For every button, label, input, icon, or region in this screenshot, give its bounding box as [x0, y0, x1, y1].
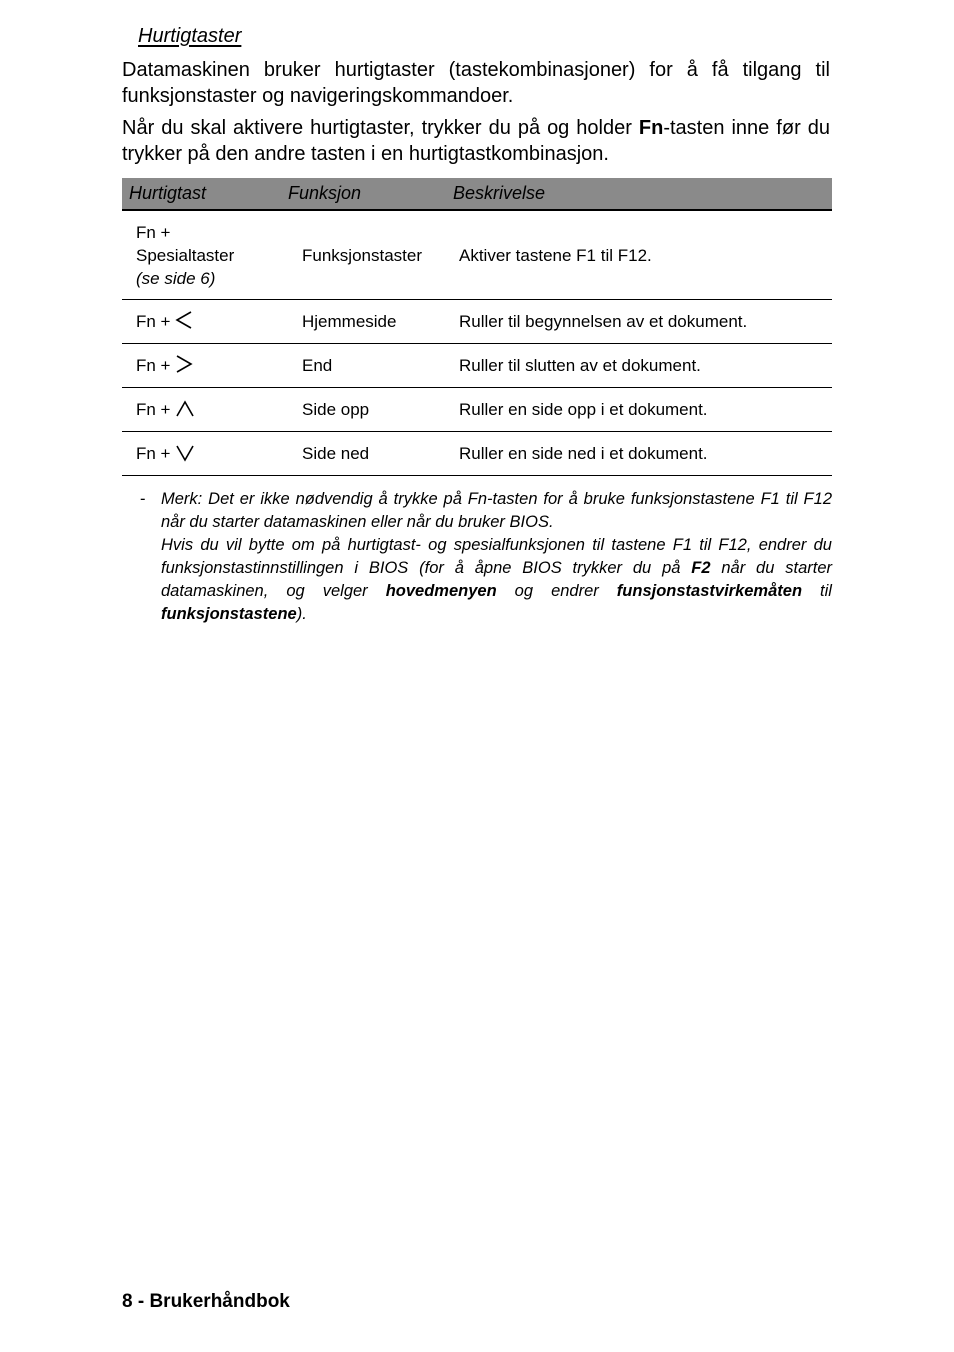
header-function: Funksjon — [288, 178, 445, 210]
hotkey-cell — [122, 388, 288, 432]
hotkey-fn: Fn + — [136, 312, 171, 331]
note-block — [140, 488, 832, 626]
chevron-up-icon — [175, 400, 195, 418]
section-heading: Hurtigtaster — [138, 25, 242, 47]
function-cell: Side ned — [288, 432, 445, 476]
table-header-row — [122, 178, 832, 210]
note-line-2: Hvis du vil bytte om på hurtigtast- og spesialfunksjonen til tastene F1 til F12, endrer du funksjonstastinnstillingen i BIOS (for å åpne BIOS trykker du på F2 når du starter datamaskinen, og velger hovedmenyen og endrer funsjonstastvirkemåten til — [161, 536, 833, 600]
hotkey-see-page: (se side 6) — [136, 268, 216, 288]
hotkey-fn: Fn + — [136, 356, 171, 375]
function-cell: Funksjonstaster — [288, 210, 445, 300]
main-menu-bold: hovedmenyen — [385, 582, 497, 600]
hotkey-fn: Fn + — [136, 222, 171, 242]
table-row — [122, 300, 832, 344]
chevron-left-icon — [175, 310, 193, 330]
fn-instruction-paragraph — [122, 115, 830, 167]
description-cell: Ruller til begynnelsen av et dokument. — [445, 300, 832, 344]
hotkey-table — [122, 178, 832, 476]
chevron-right-icon — [175, 354, 193, 374]
description-cell: Ruller til slutten av et dokument. — [445, 344, 832, 388]
hotkey-cell — [122, 432, 288, 476]
note-dash: - — [140, 490, 146, 508]
hotkey-cell — [122, 210, 288, 300]
fn-text-after: -tasten inne før du trykker på den andre tasten i en hurtigtastkombinasjon. — [122, 117, 830, 165]
note-line-3: funksjonstastene). — [161, 605, 307, 623]
description-cell: Aktiver tastene F1 til F12. — [445, 210, 832, 300]
hotkey-cell — [122, 344, 288, 388]
fn-behavior-bold: funsjonstastvirkemåten — [616, 582, 803, 600]
description-cell: Ruller en side ned i et dokument. — [445, 432, 832, 476]
header-description: Beskrivelse — [445, 178, 832, 210]
intro-paragraph: Datamaskinen bruker hurtigtaster (tastekombinasjoner) for å få tilgang til funksjonstaster og navigeringskommandoer. — [122, 59, 830, 107]
fn-text-before: Når du skal aktivere hurtigtaster, trykker du på og holder — [122, 117, 639, 139]
hotkey-cell — [122, 300, 288, 344]
function-cell: Side opp — [288, 388, 445, 432]
header-hotkey: Hurtigtast — [122, 178, 288, 210]
page-footer: 8 - Brukerhåndbok — [122, 1291, 290, 1312]
hotkey-special: Spesialtaster — [136, 245, 235, 265]
fn-key-bold: Fn — [638, 117, 664, 139]
f2-key-bold: F2 — [691, 559, 711, 577]
table-row — [122, 344, 832, 388]
table-row — [122, 388, 832, 432]
note-body — [161, 488, 832, 626]
function-cell: Hjemmeside — [288, 300, 445, 344]
note-line-1: Merk: Det er ikke nødvendig å trykke på Fn-tasten for å bruke funksjonstastene F1 til F12 når du starter datamaskinen eller når du bruker BIOS. — [161, 490, 832, 531]
function-cell: End — [288, 344, 445, 388]
description-cell: Ruller en side opp i et dokument. — [445, 388, 832, 432]
hotkey-fn: Fn + — [136, 400, 171, 419]
hotkey-fn: Fn + — [136, 444, 171, 463]
chevron-down-icon — [175, 444, 195, 462]
table-row — [122, 432, 832, 476]
table-row — [122, 210, 832, 300]
fn-keys-bold: funksjonstastene — [161, 605, 297, 623]
